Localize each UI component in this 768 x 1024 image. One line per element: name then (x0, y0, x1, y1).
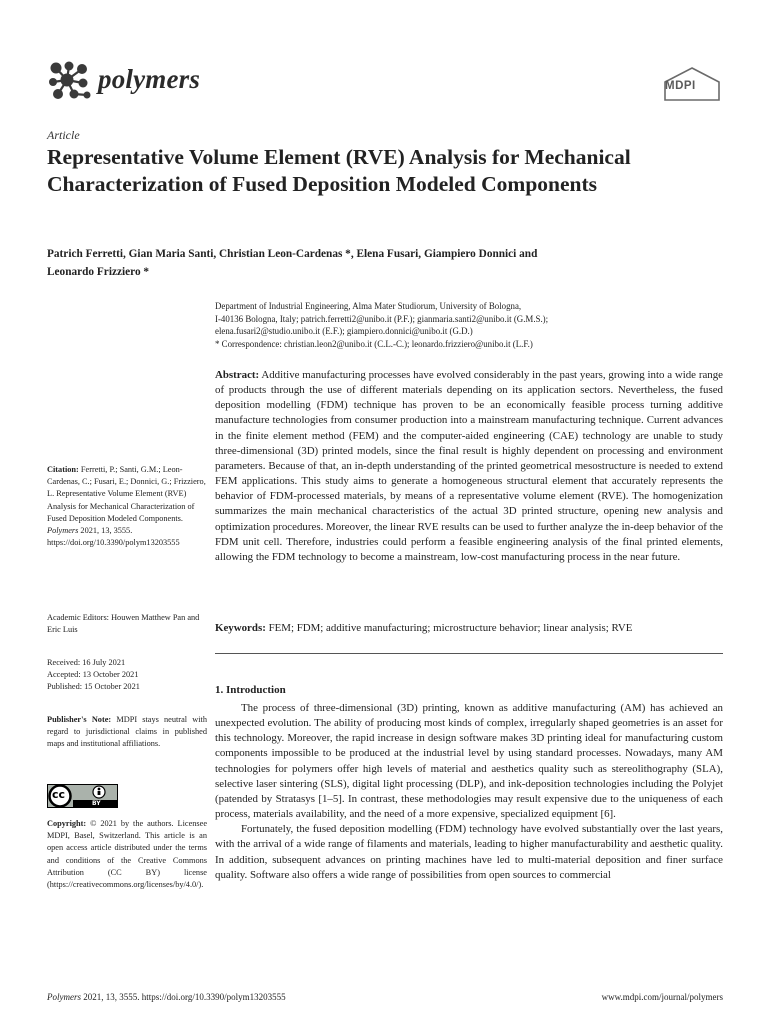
author-line: Leonardo Frizziero * (47, 266, 150, 278)
citation-ref[interactable]: 2021, 13, 3555. https://doi.org/10.3390/polym13203555 (47, 526, 180, 548)
editors-label: Academic Editors: (47, 613, 109, 622)
polymers-molecule-icon (47, 60, 91, 100)
keywords-label: Keywords: (215, 622, 266, 634)
introduction-body (215, 701, 723, 883)
dates-block (47, 657, 207, 694)
footer-ref[interactable]: 2021, 13, 3555. https://doi.org/10.3390/polym13203555 (83, 992, 286, 1002)
footer-citation (47, 992, 286, 1002)
copyright-block (47, 818, 207, 891)
author-line: Patrich Ferretti, Gian Maria Santi, Christian Leon-Cardenas *, Elena Fusari, Giampiero Donnici and (47, 248, 538, 260)
publisher-note-text: MDPI stays neutral with regard to jurisdictional claims in published maps and institutional affiliations. (47, 715, 207, 749)
footer-journal: Polymers (47, 992, 81, 1002)
accepted-date: Accepted: 13 October 2021 (47, 670, 139, 680)
article-title: Representative Volume Element (RVE) Analysis for Mechanical Characterization of Fused Deposition Modeled Components (47, 145, 631, 196)
affiliations (215, 300, 735, 350)
citation-block (47, 464, 207, 549)
article-type: Article (47, 128, 80, 142)
affiliation-line: Department of Industrial Engineering, Alma Mater Studiorum, University of Bologna, (215, 301, 522, 311)
abstract (215, 368, 723, 565)
affiliation-line: I-40136 Bologna, Italy; patrich.ferretti2@unibo.it (P.F.); gianmaria.santi2@unibo.it (G.M.S.); (215, 313, 549, 324)
citation-label: Citation: (47, 465, 79, 474)
author-list (47, 245, 687, 281)
cc-label: cc (52, 788, 66, 801)
affiliation-line: elena.fusari2@studio.unibo.it (E.F.); giampiero.donnici@unibo.it (G.D.) (215, 326, 473, 337)
published-date: Published: 15 October 2021 (47, 682, 140, 692)
mdpi-logo-text: MDPI (665, 80, 696, 92)
paragraph: Fortunately, the fused deposition modelling (FDM) technology have evolved substantially over the last years, with the arrival of a wide range of filaments and materials, leading to higher manufacturability and aesthetic quality. In addition, subsequent advances on printing machines have led to multi-material deposition and finer surface quality. Software also offers a wide range of possibilities from open sources to commercial (215, 823, 723, 881)
received-date: Received: 16 July 2021 (47, 658, 126, 667)
citation-text: Ferretti, P.; Santi, G.M.; Leon-Cardenas, C.; Fusari, E.; Donnici, G.; Frizziero, L. Representative Volume Element (RVE) Analysis for Mechanical Characterization of Fused Deposition Modeled Components. (47, 465, 206, 523)
copyright-text: © 2021 by the authors. Licensee MDPI, Basel, Switzerland. This article is an open access article distributed under the terms and conditions of the Creative Commons Attribution (CC BY) license (https://creativecommons.org/licenses/by/4.0/). (47, 819, 207, 890)
publisher-note (47, 714, 207, 751)
citation-journal: Polymers (47, 526, 79, 536)
journal-name: polymers (98, 64, 201, 94)
cc-by-license-icon[interactable] (47, 784, 118, 808)
footer-journal-url[interactable]: www.mdpi.com/journal/polymers (601, 992, 723, 1002)
mdpi-logo (661, 66, 723, 102)
copyright-label: Copyright: (47, 819, 87, 828)
section-heading: 1. Introduction (215, 684, 286, 696)
abstract-text: Additive manufacturing processes have evolved considerably in the past years, growing into a wide range of products through the use of different materials depending on its application sectors. Nevertheless, the fused deposition modelling (FDM) technique has proven to be an economically feasible process turning additive manufacture technologies from consumer production into a mainstream manufacturing technique. Current advances in the finite element method (FEM) and the computer-aided engineering (CAE) technology are unable to study three-dimensional (3D) printed models, since the final result is highly dependent on processing and environment parameters. Because of that, an in-depth understanding of the printed geometrical mesostructure is needed to extend FEM applications. This study aims to generate a homogeneous structural element that accurately represents the behavior of FDM-processed materials, by means of a representative volume element (RVE). The homogenization summarizes the main mechanical characteristics of the actual 3D printed structure, opening new analysis and optimization procedures. Moreover, the linear RVE results can be used to further analyze the in-deep behavior of the FDM unit cell. Therefore, industries could perform a feasible engineering analysis of the final printed elements, allowing the FDM technology to become a mainstream, low-cost manufacturing process in the near future. (215, 369, 724, 563)
publisher-note-label: Publisher's Note: (47, 715, 112, 724)
keywords (215, 621, 723, 636)
correspondence: * Correspondence: christian.leon2@unibo.it (C.L.-C.); leonardo.frizziero@unibo.it (L.F.) (215, 338, 533, 349)
editors-text: Houwen Matthew Pan and Eric Luis (47, 613, 200, 635)
paragraph: The process of three-dimensional (3D) printing, known as additive manufacturing (AM) has achieved an unexpected evolution. The ability of producing most kinds of complex, irregularly shaped geometries is an asset for this technology. Moreover, the rapid increase in design software makes 3D printing ideal for manufacturing custom components impossible to be produced at the industrial level by using standard processes. Nowadays, many AM technologies for polymers offer high levels of material and aesthetics quality such as stereolithography (SLA), selective laser sintering (SLS), digital light processing (DLP), and ink-deposition technologies including the Polyjet (patended by Stratasys [1–5]. In contrast, these methodologies may result expensive due to the uniqueness of each process, materials availability, and the need of a more expensive, specialized equipment [6]. (215, 702, 723, 821)
cc-by-label: BY (92, 800, 101, 807)
academic-editors (47, 612, 207, 636)
keywords-text: FEM; FDM; additive manufacturing; microstructure behavior; linear analysis; RVE (268, 622, 633, 634)
abstract-label: Abstract: (215, 369, 260, 381)
divider (215, 653, 723, 654)
